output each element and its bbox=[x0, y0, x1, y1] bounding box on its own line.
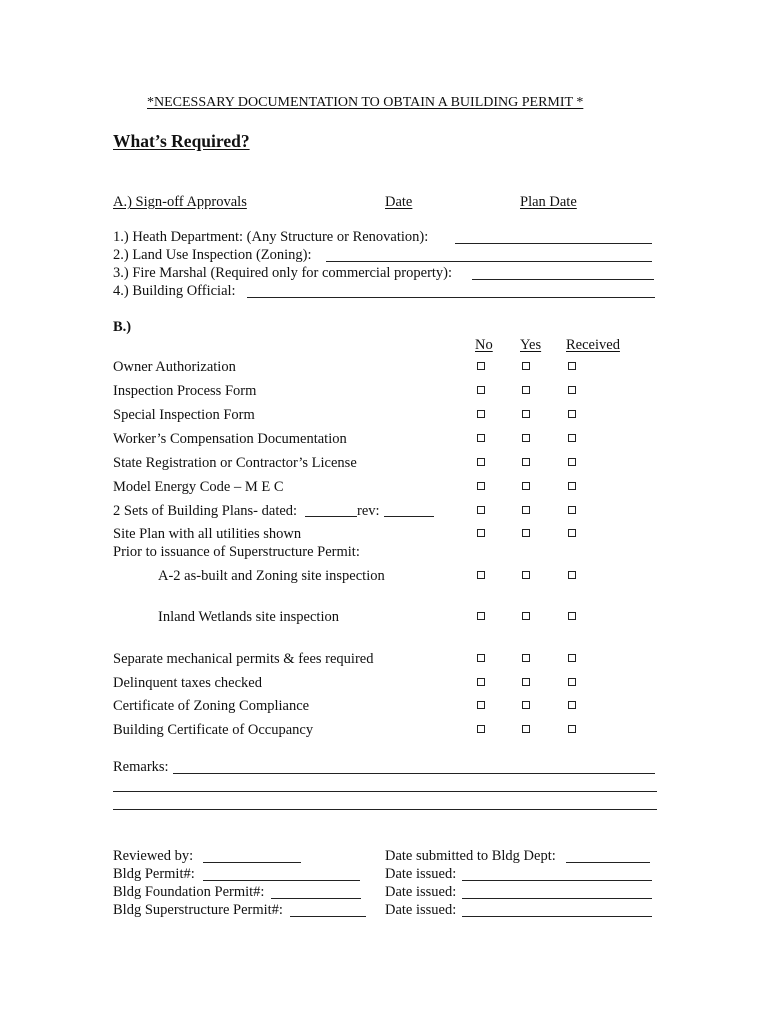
section-b-label: B.) bbox=[113, 319, 132, 335]
reviewed-by-label: Reviewed by: bbox=[113, 848, 194, 864]
signoff-land-use-field[interactable] bbox=[326, 261, 652, 262]
checkbox-received[interactable] bbox=[568, 506, 576, 514]
signoff-item-building-official: 4.) Building Official: bbox=[113, 283, 236, 299]
checkbox-yes[interactable] bbox=[522, 458, 530, 466]
checkbox-yes[interactable] bbox=[522, 612, 530, 620]
signoff-health-field[interactable] bbox=[455, 243, 652, 244]
checkbox-no[interactable] bbox=[477, 434, 485, 442]
checklist-item-label: Site Plan with all utilities shown bbox=[113, 526, 302, 542]
checklist-item-label: Inspection Process Form bbox=[113, 383, 257, 399]
checkbox-yes[interactable] bbox=[522, 506, 530, 514]
reviewed-by-field[interactable] bbox=[203, 862, 301, 863]
signoff-item-land-use: 2.) Land Use Inspection (Zoning): bbox=[113, 247, 312, 263]
signoff-item-health: 1.) Heath Department: (Any Structure or Renovation): bbox=[113, 229, 429, 245]
checkbox-no[interactable] bbox=[477, 725, 485, 733]
checkbox-yes[interactable] bbox=[522, 410, 530, 418]
foundation-permit-label: Bldg Foundation Permit#: bbox=[113, 884, 265, 900]
superstructure-permit-field[interactable] bbox=[290, 916, 366, 917]
date-issued-field-1[interactable] bbox=[462, 880, 652, 881]
foundation-permit-field[interactable] bbox=[271, 898, 361, 899]
checkbox-received[interactable] bbox=[568, 654, 576, 662]
checklist-item-label: Inland Wetlands site inspection bbox=[158, 609, 339, 625]
checkbox-yes[interactable] bbox=[522, 678, 530, 686]
checkbox-no[interactable] bbox=[477, 362, 485, 370]
checklist-item-label: Model Energy Code – M E C bbox=[113, 479, 284, 495]
checkbox-no[interactable] bbox=[477, 678, 485, 686]
checkbox-no[interactable] bbox=[477, 529, 485, 537]
checkbox-no[interactable] bbox=[477, 612, 485, 620]
checkbox-yes[interactable] bbox=[522, 654, 530, 662]
checklist-item-label: Special Inspection Form bbox=[113, 407, 255, 423]
checkbox-received[interactable] bbox=[568, 571, 576, 579]
checkbox-no[interactable] bbox=[477, 410, 485, 418]
date-issued-label: Date issued: bbox=[385, 902, 457, 918]
checkbox-yes[interactable] bbox=[522, 386, 530, 394]
checklist-item-label: Owner Authorization bbox=[113, 359, 236, 375]
checkbox-no[interactable] bbox=[477, 386, 485, 394]
checkbox-received[interactable] bbox=[568, 362, 576, 370]
date-issued-field-3[interactable] bbox=[462, 916, 652, 917]
checkbox-received[interactable] bbox=[568, 725, 576, 733]
checkbox-no[interactable] bbox=[477, 482, 485, 490]
checkbox-no[interactable] bbox=[477, 458, 485, 466]
date-submitted-label: Date submitted to Bldg Dept: bbox=[385, 848, 556, 864]
checkbox-no[interactable] bbox=[477, 506, 485, 514]
checkbox-received[interactable] bbox=[568, 434, 576, 442]
section-a-date-header: Date bbox=[385, 194, 413, 210]
section-a-label: A.) Sign-off Approvals bbox=[113, 194, 247, 210]
checklist-item-label: Separate mechanical permits & fees required bbox=[113, 651, 374, 667]
checkbox-received[interactable] bbox=[568, 410, 576, 418]
date-issued-label: Date issued: bbox=[385, 884, 457, 900]
superstructure-permit-label: Bldg Superstructure Permit#: bbox=[113, 902, 283, 918]
bldg-permit-label: Bldg Permit#: bbox=[113, 866, 195, 882]
checkbox-yes[interactable] bbox=[522, 434, 530, 442]
page-title: What’s Required? bbox=[113, 131, 250, 151]
prior-to-superstructure-note: Prior to issuance of Superstructure Permit: bbox=[113, 544, 360, 560]
checkbox-yes[interactable] bbox=[522, 725, 530, 733]
date-issued-label: Date issued: bbox=[385, 866, 457, 882]
checklist-item-label: Certificate of Zoning Compliance bbox=[113, 698, 310, 714]
remarks-field-line-1[interactable] bbox=[173, 773, 655, 774]
checkbox-no[interactable] bbox=[477, 701, 485, 709]
checklist-item-label: Worker’s Compensation Documentation bbox=[113, 431, 347, 447]
bldg-permit-field[interactable] bbox=[203, 880, 360, 881]
date-submitted-field[interactable] bbox=[566, 862, 650, 863]
checkbox-received[interactable] bbox=[568, 482, 576, 490]
signoff-item-fire-marshal: 3.) Fire Marshal (Required only for commercial property): bbox=[113, 265, 453, 281]
checkbox-yes[interactable] bbox=[522, 571, 530, 579]
plans-dated-field[interactable] bbox=[305, 516, 357, 517]
col-no-header: No bbox=[475, 337, 493, 353]
plans-rev-field[interactable] bbox=[384, 516, 434, 517]
date-issued-field-2[interactable] bbox=[462, 898, 652, 899]
checkbox-yes[interactable] bbox=[522, 362, 530, 370]
checkbox-received[interactable] bbox=[568, 458, 576, 466]
col-yes-header: Yes bbox=[520, 337, 542, 353]
remarks-field-line-3[interactable] bbox=[113, 809, 657, 810]
checkbox-yes[interactable] bbox=[522, 482, 530, 490]
checkbox-yes[interactable] bbox=[522, 529, 530, 537]
checklist-item-label: Building Certificate of Occupancy bbox=[113, 722, 314, 738]
col-received-header: Received bbox=[566, 337, 620, 353]
checkbox-received[interactable] bbox=[568, 701, 576, 709]
section-a-plan-date-header: Plan Date bbox=[520, 194, 577, 210]
checkbox-no[interactable] bbox=[477, 571, 485, 579]
checkbox-received[interactable] bbox=[568, 386, 576, 394]
remarks-label: Remarks: bbox=[113, 759, 169, 775]
checklist-item-label: Delinquent taxes checked bbox=[113, 675, 262, 691]
signoff-fire-marshal-field[interactable] bbox=[472, 279, 654, 280]
checkbox-no[interactable] bbox=[477, 654, 485, 662]
checklist-item-label: 2 Sets of Building Plans- dated: bbox=[113, 503, 298, 519]
checklist-item-label: State Registration or Contractor’s License bbox=[113, 455, 357, 471]
checklist-item-label: A-2 as-built and Zoning site inspection bbox=[158, 568, 385, 584]
checkbox-received[interactable] bbox=[568, 678, 576, 686]
document-header: *NECESSARY DOCUMENTATION TO OBTAIN A BUILDING PERMIT * bbox=[147, 95, 584, 110]
remarks-field-line-2[interactable] bbox=[113, 791, 657, 792]
signoff-building-official-field[interactable] bbox=[247, 297, 655, 298]
plans-rev-label: rev: bbox=[357, 503, 380, 519]
checkbox-received[interactable] bbox=[568, 529, 576, 537]
checkbox-received[interactable] bbox=[568, 612, 576, 620]
checkbox-yes[interactable] bbox=[522, 701, 530, 709]
